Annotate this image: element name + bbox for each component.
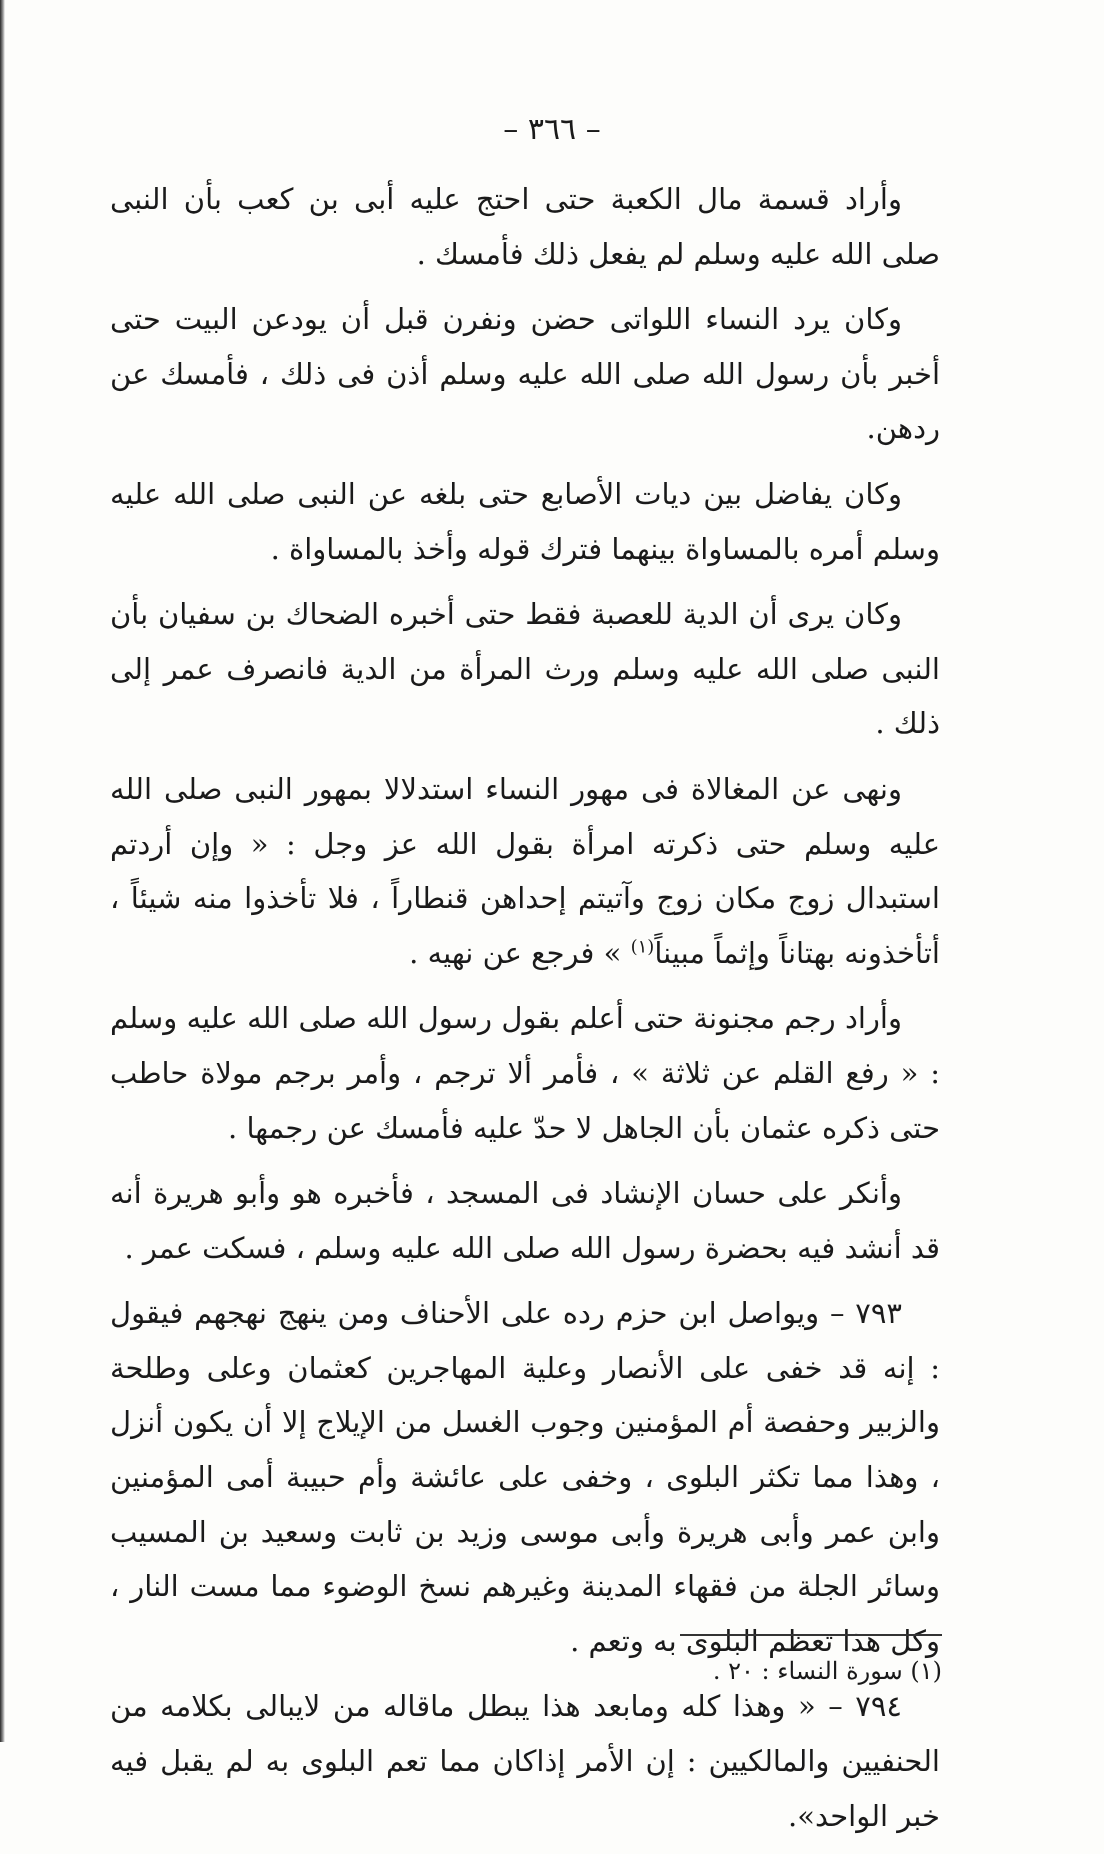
page-number: – ٣٦٦ – [503, 112, 601, 147]
body-text [110, 172, 940, 1854]
paragraph-kaaba-wealth: وأراد قسمة مال الكعبة حتى احتج عليه أبى بن كعب بأن النبى صلى الله عليه وسلم لم يفعل ذلك فأمسك . [110, 182, 940, 271]
paragraph-diya-inheritance: وكان يرى أن الدية للعصبة فقط حتى أخبره الضحاك بن سفيان بأن النبى صلى الله عليه وسلم ورث المرأة من الدية فانصرف عمر إلى ذلك . [110, 597, 940, 741]
paragraph-menstruating-women: وكان يرد النساء اللواتى حضن ونفرن قبل أن يودعن البيت حتى أخبر بأن رسول الله صلى الله عليه وسلم أذن فى ذلك ، فأمسك عن ردهن. [110, 302, 940, 446]
paragraph-hassan-poetry: وأنكر على حسان الإنشاد فى المسجد ، فأخبره هو وأبو هريرة أنه قد أنشد فيه بحضرة رسول الله صلى الله عليه وسلم ، فسكت عمر . [110, 1176, 940, 1265]
footnote-divider [680, 1634, 942, 1636]
paragraph-dowry-text: ونهى عن المغالاة فى مهور النساء استدلالا بمهور النبى صلى الله عليه وسلم حتى ذكرته امرأة بقول الله عز وجل : « وإن أردتم استبدال زوج مكان زوج وآتيتم إحداهن قنطاراً ، فلا تأخذوا منه شيئاً ، أتأخذونه بهتاناً وإثماً مبيناً [110, 771, 940, 970]
paragraph-dowry-tail: » فرجع عن نهيه . [409, 935, 631, 970]
paragraph-finger-blood-money: وكان يفاضل بين ديات الأصابع حتى بلغه عن النبى صلى الله عليه وسلم أمره بالمساواة بينهما فترك قوله وأخذ بالمساواة . [110, 476, 940, 566]
paragraph-dowry [110, 762, 940, 980]
paragraph-794: ٧٩٤ – « وهذا كله ومابعد هذا يبطل ماقاله من لايبالى بكلامه من الحنفيين والمالكيين : إن الأمر إذاكان مما تعم البلوى به لم يقبل فيه خبر الواحد». [110, 1689, 940, 1833]
footnote: (١) سورة النساء : ٢٠ . [712, 1657, 942, 1685]
footnote-marker: (١) [630, 936, 655, 958]
page-edge-shadow [0, 0, 5, 1742]
paragraph-stoning: وأراد رجم مجنونة حتى أعلم بقول رسول الله صلى الله عليه وسلم : « رفع القلم عن ثلاثة » ، فأمر ألا ترجم ، وأمر برجم مولاة حاطب حتى ذكره عثمان بأن الجاهل لا حدّ عليه فأمسك عن رجمها . [110, 1001, 940, 1145]
paragraph-793: ٧٩٣ – ويواصل ابن حزم رده على الأحناف ومن ينهج نهجهم فيقول : إنه قد خفى على الأنصار وعلية المهاجرين كعثمان وعلى وطلحة والزبير وحفصة أم المؤمنين وجوب الغسل من الإيلاج إلا أن يكون أنزل ، وهذا مما تكثر البلوى ، وخفى على عائشة وأم حبيبة أمى المؤمنين وابن عمر وأبى هريرة وأبى موسى وزيد بن ثابت وسعيد بن المسيب وسائر الجلة من فقهاء المدينة وغيرهم نسخ الوضوء مما مست النار ، وكل هذا تعظم البلوى به وتعم . [110, 1296, 940, 1658]
